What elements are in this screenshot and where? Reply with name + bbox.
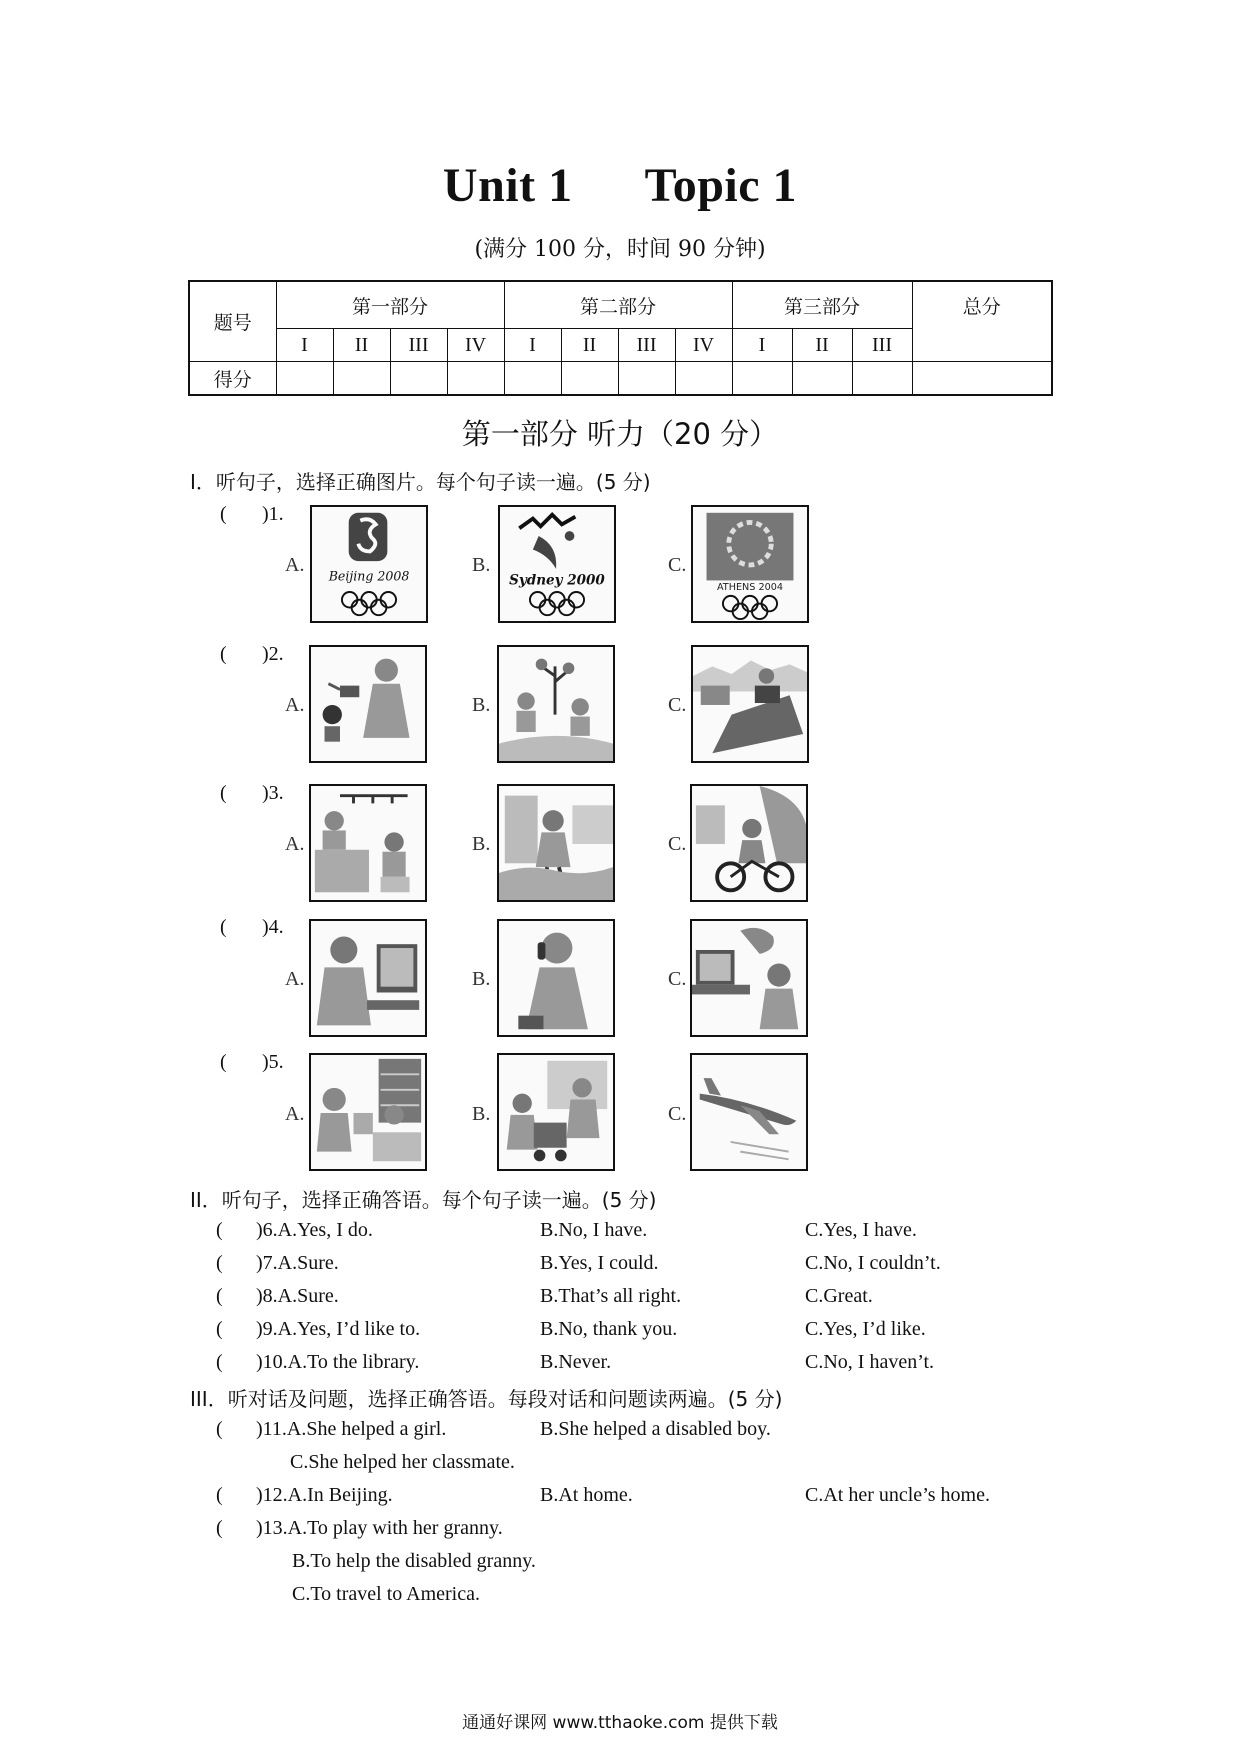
group-part1: 第一部分 — [276, 281, 504, 329]
option-label-b: B. — [472, 833, 491, 855]
option-c: C.Yes, I’d like. — [805, 1318, 926, 1340]
question-number: )4. — [262, 916, 284, 938]
score-cell[interactable] — [675, 362, 732, 396]
answer-paren[interactable]: ( — [216, 1252, 223, 1274]
option-label-b: B. — [472, 554, 491, 576]
kids-pushing-cart-image[interactable] — [497, 1053, 615, 1171]
answer-paren[interactable]: ( — [216, 1219, 223, 1241]
question-number: )1. — [262, 503, 284, 525]
option-b: B.Never. — [540, 1351, 612, 1373]
option-b: B.At home. — [540, 1484, 633, 1506]
option-a: )6.A.Yes, I do. — [256, 1219, 373, 1241]
question-number: )5. — [262, 1051, 284, 1073]
score-cell[interactable] — [912, 362, 1052, 396]
olympic-logo-athens-image[interactable] — [691, 505, 809, 623]
footer-download-note: 通通好课网 www.tthaoke.com 提供下载 — [462, 1713, 778, 1733]
option-a: )11.A.She helped a girl. — [256, 1418, 447, 1440]
answer-paren[interactable]: ( — [220, 916, 227, 938]
option-label-a: A. — [285, 554, 305, 576]
option-a: )7.A.Sure. — [256, 1252, 339, 1274]
airplane-image[interactable] — [690, 1053, 808, 1171]
option-c: C.She helped her classmate. — [290, 1451, 515, 1473]
score-cell[interactable] — [732, 362, 792, 396]
boy-watching-tv-image[interactable] — [690, 919, 808, 1037]
bulldozer-construction-image[interactable] — [691, 645, 809, 763]
answer-paren[interactable]: ( — [216, 1318, 223, 1340]
option-label-a: A. — [285, 1103, 305, 1125]
group-total: 总分 — [912, 281, 1052, 362]
option-b: B.No, thank you. — [540, 1318, 678, 1340]
answer-paren[interactable]: ( — [216, 1484, 223, 1506]
part1-title: 第一部分 听力（20 分） — [461, 417, 779, 451]
numeral-cell: I — [732, 329, 792, 362]
numeral-cell: II — [792, 329, 852, 362]
numeral-cell: III — [618, 329, 675, 362]
question-number: )3. — [262, 782, 284, 804]
option-b: B.No, I have. — [540, 1219, 648, 1241]
option-label-c: C. — [668, 1103, 687, 1125]
answer-paren[interactable]: ( — [220, 503, 227, 525]
score-cell[interactable] — [447, 362, 504, 396]
score-table — [188, 280, 1053, 396]
answer-paren[interactable]: ( — [216, 1418, 223, 1440]
kids-with-books-image[interactable] — [309, 1053, 427, 1171]
answer-paren[interactable]: ( — [216, 1517, 223, 1539]
option-c: C.No, I couldn’t. — [805, 1252, 941, 1274]
olympic-logo-sydney-image[interactable] — [498, 505, 616, 623]
option-label-c: C. — [668, 968, 687, 990]
option-b: B.She helped a disabled boy. — [540, 1418, 771, 1440]
option-label-b: B. — [472, 694, 491, 716]
numeral-cell: I — [276, 329, 333, 362]
group-part2: 第二部分 — [504, 281, 732, 329]
page-title — [0, 158, 1240, 213]
option-b: B.That’s all right. — [540, 1285, 682, 1307]
option-c: C.Yes, I have. — [805, 1219, 917, 1241]
option-a: )10.A.To the library. — [256, 1351, 420, 1373]
group-part3: 第三部分 — [732, 281, 912, 329]
numeral-cell: III — [852, 329, 912, 362]
girl-watering-flowers-image[interactable] — [309, 645, 427, 763]
score-cell[interactable] — [852, 362, 912, 396]
numeral-cell: III — [390, 329, 447, 362]
olympic-logo-beijing-image[interactable] — [310, 505, 428, 623]
man-at-computer-image[interactable] — [309, 919, 427, 1037]
row-label-number: 题号 — [189, 281, 276, 362]
score-cell[interactable] — [504, 362, 561, 396]
option-label-c: C. — [668, 694, 687, 716]
question-number: )2. — [262, 643, 284, 665]
option-label-c: C. — [668, 554, 687, 576]
numeral-cell: I — [504, 329, 561, 362]
option-label-a: A. — [285, 694, 305, 716]
score-cell[interactable] — [561, 362, 618, 396]
kids-planting-trees-image[interactable] — [497, 645, 615, 763]
score-cell[interactable] — [390, 362, 447, 396]
logo-caption: ATHENS 2004 — [716, 582, 784, 594]
section1-heading: I．听句子，选择正确图片。每个句子读一遍。(5 分) — [190, 470, 651, 494]
section3-heading: III．听对话及问题，选择正确答语。每段对话和问题读两遍。(5 分) — [190, 1387, 783, 1411]
score-cell[interactable] — [333, 362, 390, 396]
page-subtitle: (满分 100 分，时间 90 分钟) — [474, 237, 766, 262]
option-b: B.Yes, I could. — [540, 1252, 659, 1274]
numeral-cell: II — [561, 329, 618, 362]
score-cell[interactable] — [792, 362, 852, 396]
answer-paren[interactable]: ( — [220, 643, 227, 665]
answer-paren[interactable]: ( — [220, 1051, 227, 1073]
numeral-cell: IV — [675, 329, 732, 362]
option-label-a: A. — [285, 968, 305, 990]
title-unit: Unit 1 — [442, 159, 573, 212]
option-a: )9.A.Yes, I’d like to. — [256, 1318, 421, 1340]
numeral-cell: II — [333, 329, 390, 362]
logo-caption: Sydney 2000 — [509, 572, 605, 589]
answer-paren[interactable]: ( — [220, 782, 227, 804]
numeral-cell: IV — [447, 329, 504, 362]
option-a: )12.A.In Beijing. — [256, 1484, 393, 1506]
option-a: )8.A.Sure. — [256, 1285, 339, 1307]
score-cell[interactable] — [276, 362, 333, 396]
option-b: B.To help the disabled granny. — [292, 1550, 536, 1572]
row-label-score: 得分 — [189, 362, 276, 396]
girl-walking-school-image[interactable] — [497, 784, 615, 902]
girl-at-counter-image[interactable] — [309, 784, 427, 902]
woman-on-phone-image[interactable] — [497, 919, 615, 1037]
girl-riding-bike-image[interactable] — [690, 784, 808, 902]
option-c: C.At her uncle’s home. — [805, 1484, 990, 1506]
option-a: )13.A.To play with her granny. — [256, 1517, 503, 1539]
title-topic: Topic 1 — [644, 159, 798, 212]
answer-paren[interactable]: ( — [216, 1351, 223, 1373]
option-c: C.Great. — [805, 1285, 873, 1307]
section2-heading: II．听句子，选择正确答语。每个句子读一遍。(5 分) — [190, 1188, 657, 1212]
option-label-a: A. — [285, 833, 305, 855]
option-label-c: C. — [668, 833, 687, 855]
option-label-b: B. — [472, 1103, 491, 1125]
option-c: C.To travel to America. — [292, 1583, 480, 1605]
option-label-b: B. — [472, 968, 491, 990]
answer-paren[interactable]: ( — [216, 1285, 223, 1307]
logo-caption: Beijing 2008 — [328, 568, 410, 584]
score-cell[interactable] — [618, 362, 675, 396]
option-c: C.No, I haven’t. — [805, 1351, 935, 1373]
